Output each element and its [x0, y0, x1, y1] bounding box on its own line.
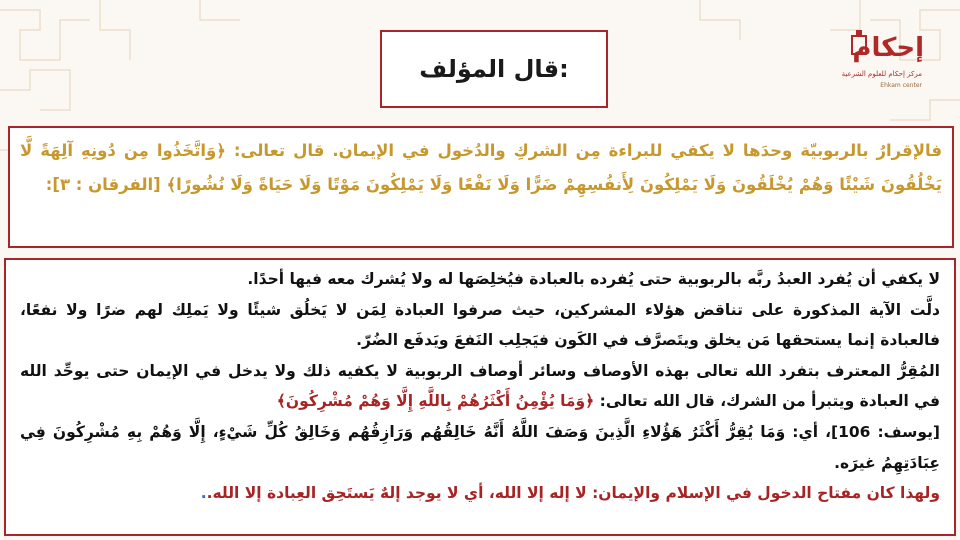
end-marker: .	[200, 484, 207, 503]
explanation-box	[4, 258, 956, 536]
quote-box	[8, 126, 954, 248]
verse-reference: [يوسف: 106]	[830, 422, 940, 441]
quote-paragraph: فالإقرارُ بالربوبيّة وحدَها لا يكفي للبراءة مِن الشركِ والدُخول في الإيمان. قال تعالى: ﴿وَاتَّخَذُوا مِن دُونِهِ آلِهَةً لَّا يَخْلُقُونَ شَيْئًا وَهُمْ يُخْلَقُونَ وَلَا يَمْلِكُونَ لِأَنفُسِهِمْ ضَرًّا وَلَا نَفْعًا وَلَا يَمْلِكُونَ مَوْتًا وَلَا حَيَاةً وَلَا نُشُورًا﴾ [الفرقان : ٣]:	[20, 141, 942, 194]
page-title: قال المؤلف:	[419, 55, 569, 83]
explanation-p3	[20, 356, 940, 478]
explanation-p3-lead: المُقِرُّ المعترف بتفرد الله تعالى بهذه الأوصاف وسائر أوصاف الربوبية لا يكفيه ذلك ولا يدخل في الإيمان حتى يوحِّد الله في العبادة ويتبرأ من الشرك، قال الله تعالى:	[20, 361, 940, 411]
explanation-p4-text: ولهذا كان مفتاح الدخول في الإسلام والإيمان: لا إله إلا الله، أي لا يوجد إلهٌ يَستَحِق العِبادة إلا الله.	[206, 484, 940, 503]
explanation-p2: دلَّت الآية المذكورة على تناقض هؤلاء المشركين، حيث صرفوا العبادة لِمَن لا يَخلُق شيئًا ولا يَملِك لهم ضرًا ولا نفعًا، فالعبادة إنما يستحقها مَن يخلق ويتَصرَّف في الكَون فيَجلِب النَفعَ ويَدفَع الضُرّ.	[20, 300, 940, 350]
explanation-p4	[20, 478, 940, 509]
logo-name: إحكام	[852, 33, 924, 63]
explanation-p1: لا يكفي أن يُفرد العبدُ ربَّه بالربوبية حتى يُفرده بالعبادة فيُخلِصَها له ولا يُشرك معه فيها أحدًا.	[247, 270, 940, 288]
verse-quote: ﴿وَمَا يُؤْمِنُ أَكْثَرُهُمْ بِاللَّهِ إِلَّا وَهُمْ مُشْرِكُونَ﴾	[276, 392, 595, 411]
logo-tagline: Ehkam center	[880, 82, 922, 89]
logo	[832, 26, 932, 96]
title-box	[380, 30, 608, 108]
tafsir-text: ، أي: وَمَا يُقِرُّ أَكْثَرُ هَؤُلاءِ الَّذِينَ وَصَفَ اللَّهُ أَنَّهُ خَالِقُهُم وَرَازِقُهُم وَخَالِقُ كُلِّ شَيْءٍ، إِلَّا وَهُمْ بِهِ مُشْرِكُونَ فِي عِبَادَتِهِمُ غيرَه.	[20, 422, 940, 472]
logo-subtitle: مركز إحكام للعلوم الشرعية	[841, 70, 922, 78]
